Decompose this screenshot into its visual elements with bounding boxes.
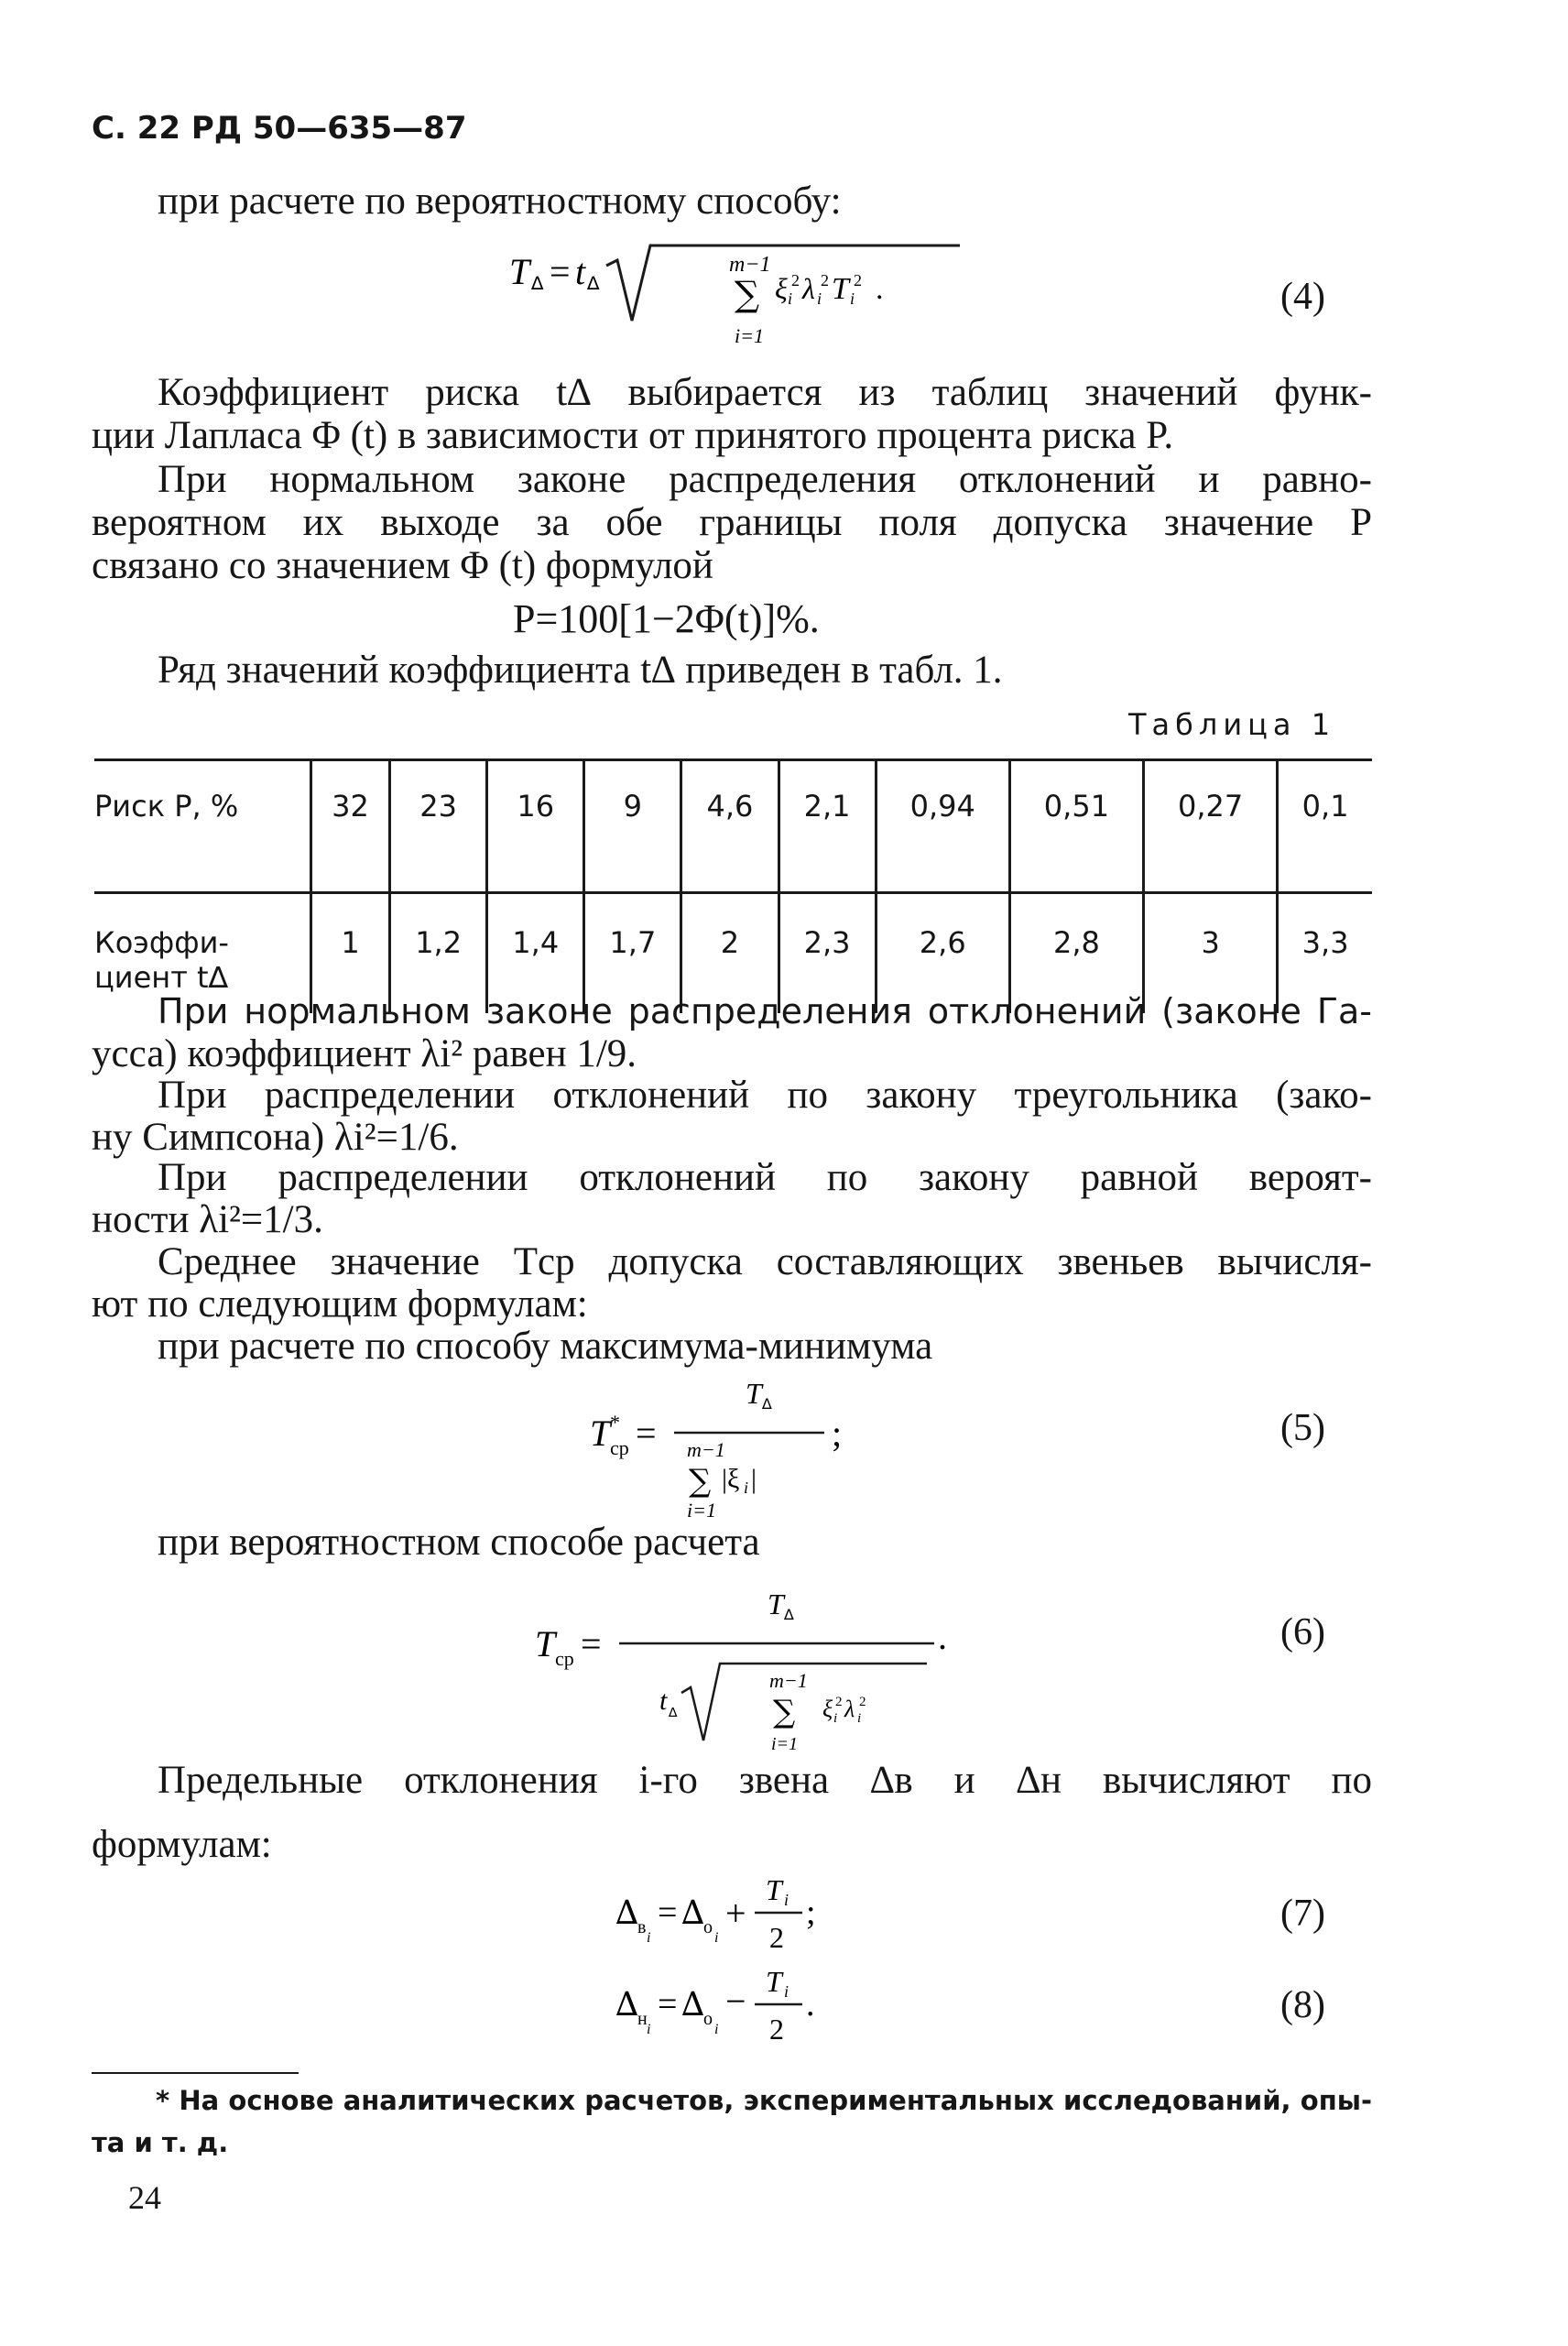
- paragraph-line: связано со значением Φ (t) формулой: [92, 544, 713, 587]
- svg-text:∆: ∆: [531, 272, 544, 294]
- paragraph-line: При распределении отклонений по закону равной вероят-: [158, 1156, 1372, 1199]
- page-number: 24: [128, 2179, 161, 2216]
- equation-number-5: (5): [1280, 1407, 1325, 1449]
- paragraph-line: При распределении отклонений по закону треугольника (зако-: [158, 1074, 1372, 1117]
- svg-text:*: *: [610, 1411, 620, 1434]
- paragraph-line: усса) коэффициент λi² равен 1/9.: [92, 1032, 637, 1075]
- table-cell: 1,7: [584, 893, 681, 1014]
- svg-text:i: i: [647, 1930, 651, 1946]
- svg-text:λ: λ: [844, 1696, 855, 1722]
- paragraph-line: ют по следующим формулам:: [92, 1282, 588, 1326]
- svg-text:−: −: [725, 1980, 746, 2022]
- paragraph-line: вероятном их выходе за обе границы поля допуска значение P: [92, 501, 1372, 544]
- svg-text:2: 2: [769, 1921, 784, 1954]
- svg-text:T: T: [832, 272, 849, 306]
- table-cell: 0,94: [876, 760, 1009, 893]
- table-cell: 16: [487, 760, 584, 893]
- svg-text:T: T: [766, 1873, 782, 1906]
- table-cell: 2,8: [1009, 893, 1143, 1014]
- table-cell: 23: [390, 760, 487, 893]
- svg-text:∑: ∑: [735, 274, 760, 314]
- svg-text:.: .: [876, 272, 884, 306]
- svg-text:∑: ∑: [773, 1694, 796, 1730]
- svg-text:i=1: i=1: [771, 1734, 799, 1754]
- svg-text:t: t: [659, 1686, 668, 1716]
- svg-text:i: i: [850, 289, 855, 308]
- svg-text:∆: ∆: [762, 1395, 772, 1413]
- paragraph-line: Коэффициент риска t∆ выбирается из таблиц значений функ-: [158, 371, 1372, 414]
- intro-line: при расчете по вероятностному способу:: [158, 180, 842, 223]
- table-cell: 2,3: [779, 893, 876, 1014]
- svg-text:∆: ∆: [669, 1706, 678, 1720]
- paragraph-line: ности λi²=1/3.: [92, 1198, 323, 1241]
- equation-6: [531, 1576, 953, 1759]
- svg-text:.: .: [806, 1985, 815, 2024]
- svg-text:i: i: [833, 1711, 838, 1726]
- svg-text:|: |: [751, 1464, 757, 1494]
- svg-text:2: 2: [835, 1695, 843, 1709]
- formula-P: P=100[1−2Φ(t)]%.: [513, 596, 820, 641]
- svg-text:ξ: ξ: [822, 1696, 833, 1722]
- svg-text:ξ: ξ: [775, 272, 788, 305]
- svg-text:+: +: [725, 1893, 746, 1934]
- svg-text:m−1: m−1: [687, 1438, 725, 1461]
- footnote-rule: [92, 2072, 299, 2074]
- svg-text:=: =: [581, 1623, 602, 1664]
- table-cell: 2,1: [779, 760, 876, 893]
- svg-text:∆: ∆: [681, 1894, 705, 1932]
- equation-number-7: (7): [1280, 1893, 1325, 1935]
- paragraph-line: при вероятностном способе расчета: [158, 1521, 760, 1564]
- table-cell: 0,27: [1144, 760, 1278, 893]
- svg-text:i=1: i=1: [735, 324, 764, 347]
- svg-text:=: =: [550, 251, 571, 292]
- table-row-label-line: циент t∆: [94, 960, 228, 995]
- footnote-line: * На основе аналитических расчетов, экспериментальных исследований, опы-: [156, 2085, 1372, 2116]
- svg-text:i: i: [714, 1930, 719, 1946]
- svg-text:T: T: [766, 1965, 782, 1998]
- svg-text:∆: ∆: [681, 1986, 705, 2024]
- svg-text:∆: ∆: [615, 1894, 639, 1932]
- equation-number-4: (4): [1280, 276, 1325, 318]
- svg-text:о: о: [703, 2009, 713, 2029]
- table-cell: 1,2: [390, 893, 487, 1014]
- svg-text:i: i: [784, 1982, 789, 2001]
- paragraph-line: При нормальном законе распределения отклонений (законе Га-: [158, 991, 1372, 1031]
- table-cell: 1: [311, 893, 390, 1014]
- svg-text:=: =: [658, 1985, 678, 2024]
- equation-number-6: (6): [1280, 1611, 1325, 1653]
- svg-text:t: t: [575, 251, 586, 292]
- svg-text:2: 2: [821, 271, 829, 289]
- svg-text:T: T: [590, 1413, 611, 1454]
- table-cell: 3,3: [1278, 893, 1372, 1014]
- svg-text:i: i: [788, 289, 793, 308]
- svg-text:|ξ: |ξ: [722, 1464, 740, 1494]
- svg-text:i: i: [857, 1711, 862, 1726]
- table-row-label-line: Коэффи-: [94, 925, 229, 960]
- equation-number-8: (8): [1280, 1984, 1325, 2026]
- svg-text:m−1: m−1: [729, 253, 771, 277]
- table-cell: 9: [584, 760, 681, 893]
- svg-text:∆: ∆: [587, 272, 600, 294]
- svg-text:m−1: m−1: [769, 1669, 808, 1692]
- table-cell: 2: [681, 893, 779, 1014]
- table-row: [94, 760, 1372, 893]
- svg-text:н: н: [637, 2009, 648, 2029]
- equation-5: [586, 1365, 934, 1521]
- paragraph-line: при расчете по способу максимума-минимума: [158, 1325, 933, 1368]
- svg-text:i: i: [647, 2022, 651, 2037]
- svg-text:i: i: [744, 1479, 749, 1497]
- svg-text:T: T: [768, 1588, 784, 1620]
- table-caption: Таблица 1: [1128, 707, 1336, 742]
- paragraph-line: Среднее значение Tср допуска составляющих звеньев вычисля-: [158, 1240, 1372, 1283]
- table-cell: 1,4: [487, 893, 584, 1014]
- svg-text:∆: ∆: [615, 1986, 639, 2024]
- paragraph-line: Ряд значений коэффициента t∆ приведен в табл. 1.: [158, 649, 1003, 692]
- svg-text:.: .: [938, 1616, 947, 1657]
- svg-text:;: ;: [806, 1893, 816, 1932]
- svg-text:в: в: [637, 1917, 647, 1937]
- svg-text:2: 2: [791, 271, 800, 289]
- equation-7: [612, 1869, 914, 1960]
- svg-text:i=1: i=1: [687, 1499, 716, 1521]
- svg-text:i: i: [784, 1891, 789, 1909]
- paragraph-line: формулам:: [92, 1823, 272, 1866]
- svg-text:i: i: [817, 289, 822, 308]
- paragraph-line: Предельные отклонения i-го звена ∆в и ∆н вычисляют по: [158, 1759, 1372, 1802]
- svg-text:2: 2: [859, 1695, 866, 1709]
- svg-text:T: T: [535, 1623, 556, 1664]
- table-cell: 0,51: [1009, 760, 1143, 893]
- table-1: [94, 758, 1372, 1013]
- svg-text:∑: ∑: [689, 1463, 712, 1500]
- svg-text:;: ;: [832, 1413, 843, 1454]
- table-cell: 32: [311, 760, 390, 893]
- table-row-label: Риск P, %: [94, 760, 311, 893]
- footnote-line: та и т. д.: [92, 2127, 229, 2158]
- running-header: С. 22 РД 50—635—87: [92, 110, 467, 147]
- svg-text:о: о: [703, 1917, 713, 1937]
- svg-text:T: T: [746, 1377, 762, 1410]
- svg-text:λ: λ: [802, 272, 815, 305]
- table-cell: 3: [1144, 893, 1278, 1014]
- paragraph-line: ции Лапласа Φ (t) в зависимости от принятого процента риска P.: [92, 414, 1174, 457]
- svg-text:ср: ср: [610, 1436, 629, 1459]
- table-cell: 4,6: [681, 760, 779, 893]
- svg-text:=: =: [658, 1893, 678, 1932]
- equation-4: [495, 229, 971, 366]
- svg-text:i: i: [714, 2022, 719, 2037]
- svg-text:=: =: [636, 1413, 657, 1454]
- svg-text:ср: ср: [555, 1647, 574, 1670]
- svg-text:2: 2: [769, 2013, 784, 2046]
- paragraph-line: ну Симпсона) λi²=1/6.: [92, 1116, 459, 1159]
- equation-8: [612, 1960, 914, 2052]
- svg-text:T: T: [509, 251, 530, 292]
- table-cell: 0,1: [1278, 760, 1372, 893]
- svg-text:2: 2: [854, 271, 862, 289]
- paragraph-line: При нормальном законе распределения отклонений и равно-: [158, 458, 1372, 501]
- svg-text:∆: ∆: [784, 1606, 794, 1623]
- table-cell: 2,6: [876, 893, 1009, 1014]
